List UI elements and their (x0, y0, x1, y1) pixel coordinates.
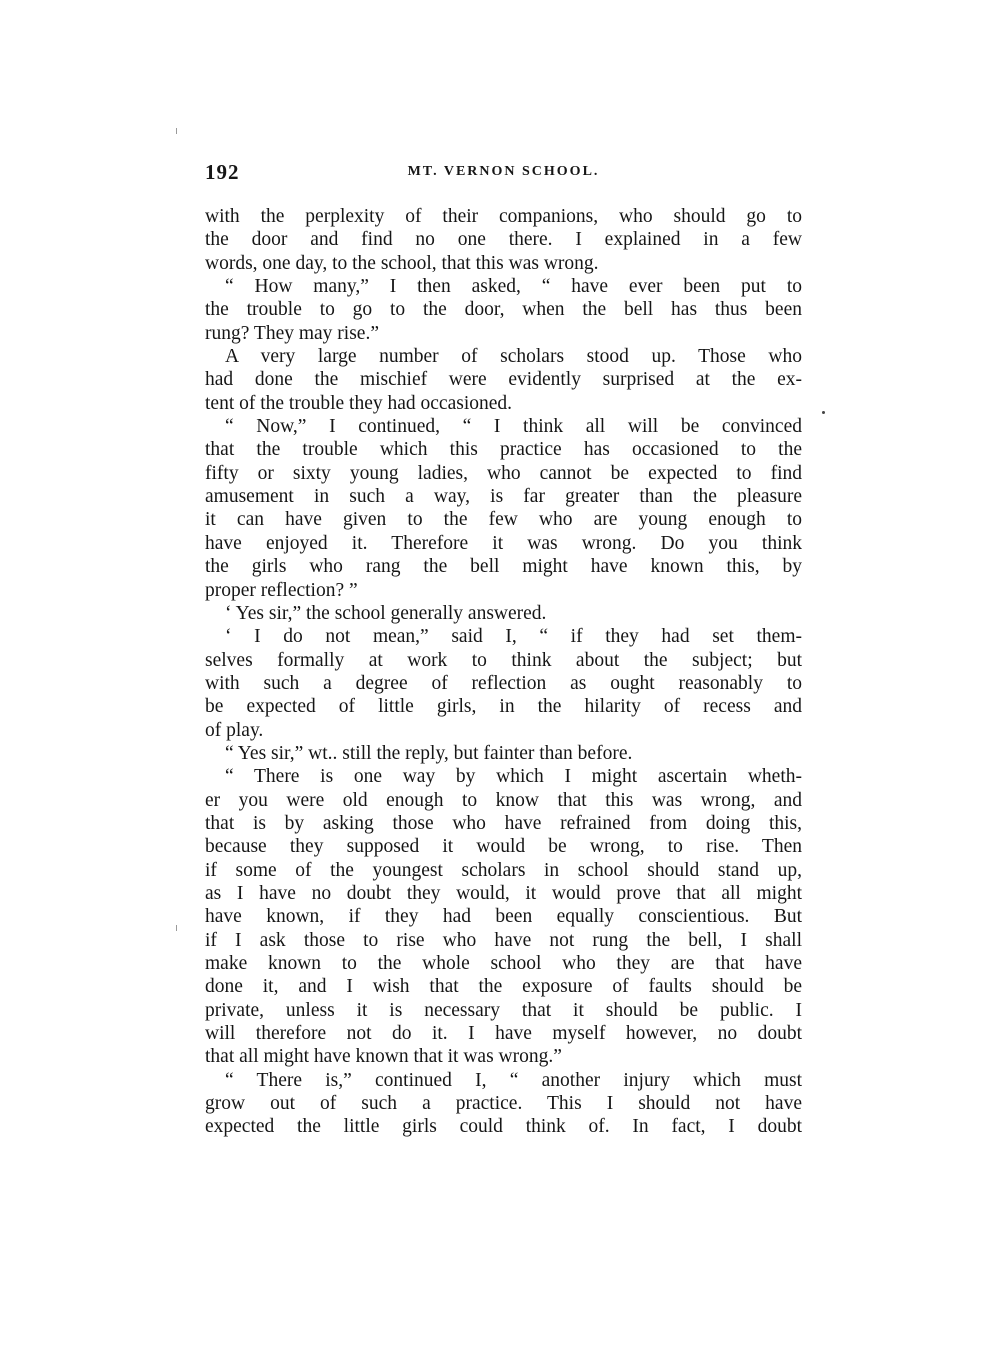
running-head: MT. VERNON SCHOOL. (407, 164, 600, 179)
text-line: er you were old enough to know that this was wrong, and (205, 789, 802, 811)
text-line: the door and find no one there. I explained in a few (205, 229, 802, 251)
text-line: A very large number of scholars stood up. Those who (225, 346, 802, 368)
text-line: proper reflection? ” (205, 579, 358, 601)
text-line: “ How many,” I then asked, “ have ever been put to (225, 276, 802, 298)
text-line: make known to the whole school who they are that have (205, 953, 802, 974)
text-line: done it, and I wish that the exposure of faults should be (205, 976, 802, 998)
text-line: if some of the youngest scholars in school should stand up, (205, 859, 802, 881)
text-line: words, one day, to the school, that this was wrong. (205, 252, 599, 274)
text-line: had done the mischief were evidently surprised at the ex- (205, 369, 802, 391)
text-line: that the trouble which this practice has occasioned to the (205, 439, 802, 461)
text-line: rung? They may rise.” (205, 322, 379, 344)
page-number: 192 (205, 160, 240, 184)
text-line: because they supposed it would be wrong, to rise. Then (205, 836, 802, 858)
body-text (205, 205, 802, 1139)
scan-mark-left (176, 925, 177, 931)
text-line: tent of the trouble they had occasioned. (205, 392, 513, 414)
text-line: have enjoyed it. Therefore it was wrong. Do you think (205, 532, 802, 554)
text-line: the trouble to go to the door, when the bell has thus been (205, 299, 802, 321)
text-line: selves formally at work to think about the subject; but (205, 649, 802, 671)
text-line: expected the little girls could think of. In fact, I doubt (205, 1116, 802, 1138)
text-line: ‘ Yes sir,” the school generally answered. (225, 602, 547, 624)
scan-mark-top-left (176, 128, 177, 134)
text-line: that is by asking those who have refrained from doing this, (205, 812, 802, 834)
text-line: of play. (205, 719, 264, 741)
text-line: be expected of little girls, in the hilarity of recess and (205, 696, 802, 718)
text-line: ‘ I do not mean,” said I, “ if they had set them- (225, 626, 802, 648)
page-header (205, 160, 802, 184)
text-line: will therefore not do it. I have myself however, no doubt (205, 1023, 802, 1045)
text-line: “ Yes sir,” wt.. still the reply, but fainter than before. (225, 742, 633, 764)
text-line: with the perplexity of their companions, who should go to (205, 206, 802, 227)
text-line: private, unless it is necessary that it should be public. I (205, 999, 802, 1021)
text-line: with such a degree of reflection as ought reasonably to (205, 672, 802, 694)
text-line: it can have given to the few who are young enough to (205, 509, 802, 531)
text-line: fifty or sixty young ladies, who cannot be expected to find (205, 462, 802, 484)
text-line: “ There is one way by which I might ascertain wheth- (225, 766, 802, 788)
text-line: as I have no doubt they would, it would prove that all might (205, 882, 802, 904)
text-line: amusement in such a way, is far greater than the pleasure (205, 486, 802, 508)
text-line: “ There is,” continued I, “ another injury which must (225, 1069, 802, 1091)
ink-speck (822, 411, 825, 414)
text-line: the girls who rang the bell might have known this, by (205, 556, 802, 578)
text-line: “ Now,” I continued, “ I think all will be convinced (225, 416, 802, 438)
text-line: grow out of such a practice. This I should not have (205, 1093, 802, 1115)
text-line: have known, if they had been equally conscientious. But (205, 906, 802, 928)
text-line: that all might have known that it was wrong.” (205, 1046, 562, 1068)
text-line: if I ask those to rise who have not rung the bell, I shall (205, 929, 802, 951)
